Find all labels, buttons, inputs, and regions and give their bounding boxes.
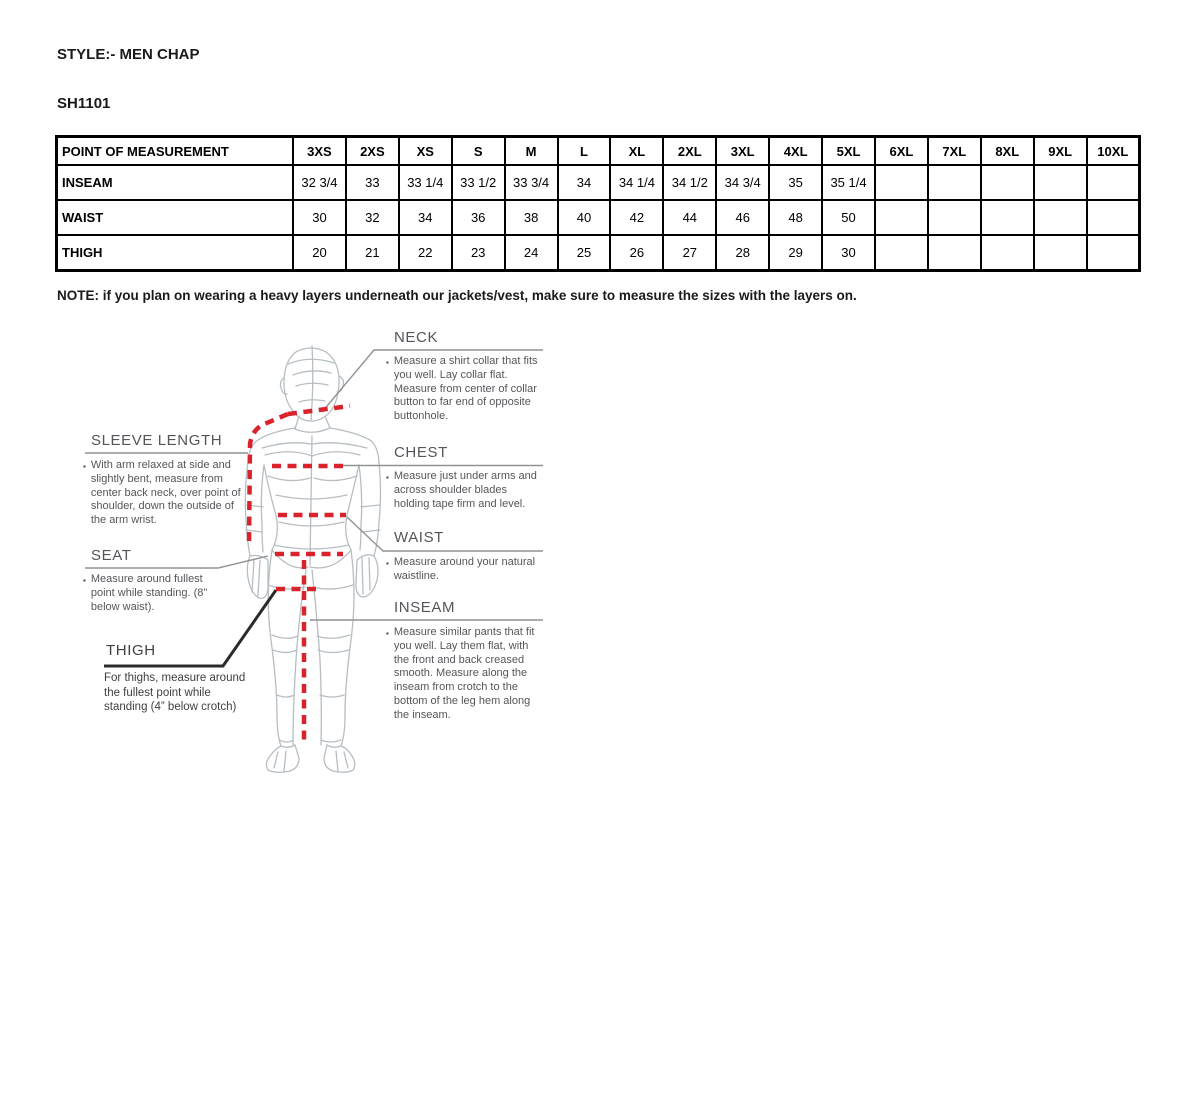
size-column-header: S (452, 137, 505, 166)
size-column-header: 2XS (346, 137, 399, 166)
sleeve-length-instructions: ▪ With arm relaxed at side and slightly bent, measure from center back neck, over point of shoulder, down the outside of the arm wrist. (83, 459, 241, 527)
size-value-cell: 34 3/4 (716, 165, 769, 200)
size-value-cell: 26 (610, 235, 663, 271)
size-value-cell: 46 (716, 200, 769, 235)
measurement-row-label: THIGH (57, 235, 294, 271)
bullet-icon: ▪ (386, 473, 389, 482)
chest-instructions: ▪ Measure just under arms and across shoulder blades holding tape firm and level. (386, 470, 537, 510)
bullet-icon: ▪ (386, 358, 389, 367)
size-value-cell: 35 1/4 (822, 165, 875, 200)
neck-measure-line (288, 406, 350, 414)
measure-lines (249, 406, 350, 744)
size-column-header: 3XS (293, 137, 346, 166)
size-value-cell: 21 (346, 235, 399, 271)
neck-heading: NECK (394, 329, 439, 346)
size-value-cell: 25 (558, 235, 611, 271)
size-value-cell: 44 (663, 200, 716, 235)
inseam-heading: INSEAM (394, 599, 456, 616)
layers-note: NOTE: if you plan on wearing a heavy layers underneath our jackets/vest, make sure to measure the sizes with the layers on. (57, 288, 857, 303)
bullet-icon: ▪ (83, 576, 86, 585)
size-value-cell: 35 (769, 165, 822, 200)
size-value-cell: 27 (663, 235, 716, 271)
style-code: SH1101 (57, 95, 111, 112)
size-column-header: 10XL (1087, 137, 1140, 166)
size-value-cell: 32 (346, 200, 399, 235)
size-value-cell: 50 (822, 200, 875, 235)
size-value-cell: 40 (558, 200, 611, 235)
waist-heading: WAIST (394, 529, 444, 546)
size-value-cell: 28 (716, 235, 769, 271)
size-value-cell: 33 1/2 (452, 165, 505, 200)
size-value-cell: 33 1/4 (399, 165, 452, 200)
waist-instructions: ▪ Measure around your natural waistline. (386, 556, 536, 582)
size-column-header: 7XL (928, 137, 981, 166)
bullet-icon: ▪ (386, 559, 389, 568)
size-value-cell: 34 (399, 200, 452, 235)
size-value-cell: 22 (399, 235, 452, 271)
seat-instructions: ▪ Measure around fullest point while standing. (8" below waist). (83, 573, 208, 613)
size-value-cell: 36 (452, 200, 505, 235)
size-value-cell: 23 (452, 235, 505, 271)
size-value-cell: 24 (505, 235, 558, 271)
mannequin-figure (245, 346, 380, 772)
size-value-cell: 30 (293, 200, 346, 235)
size-value-cell: 48 (769, 200, 822, 235)
size-column-header: XS (399, 137, 452, 166)
measurement-row-label: WAIST (57, 200, 294, 235)
size-value-cell: 34 1/4 (610, 165, 663, 200)
sleeve-length-heading: SLEEVE LENGTH (91, 432, 223, 449)
thigh-instructions: For thighs, measure around the fullest point while standing (4” below crotch) (104, 672, 246, 713)
size-column-header: L (558, 137, 611, 166)
measurement-row-label: INSEAM (57, 165, 294, 200)
size-value-cell: 34 1/2 (663, 165, 716, 200)
size-value-cell: 34 (558, 165, 611, 200)
size-value-cell: 20 (293, 235, 346, 271)
seat-heading: SEAT (91, 547, 132, 564)
size-column-header: XL (610, 137, 663, 166)
neck-instructions: ▪ Measure a shirt collar that fits you well. Lay collar flat. Measure from center of collar button to far end of opposite buttonhole. (386, 355, 538, 423)
bullet-icon: ▪ (83, 462, 86, 471)
size-value-cell: 33 (346, 165, 399, 200)
bullet-icon: ▪ (386, 629, 389, 638)
measurement-column-header: POINT OF MEASUREMENT (57, 137, 294, 166)
size-column-header: 5XL (822, 137, 875, 166)
size-column-header: 4XL (769, 137, 822, 166)
size-value-cell: 30 (822, 235, 875, 271)
style-title: STYLE:- MEN CHAP (57, 46, 200, 63)
size-value-cell: 38 (505, 200, 558, 235)
thigh-heading: THIGH (106, 642, 156, 659)
size-column-header: M (505, 137, 558, 166)
size-column-header: 2XL (663, 137, 716, 166)
size-value-cell: 32 3/4 (293, 165, 346, 200)
size-column-header: 8XL (981, 137, 1034, 166)
size-column-header: 3XL (716, 137, 769, 166)
chest-heading: CHEST (394, 444, 448, 461)
size-column-header: 6XL (875, 137, 928, 166)
size-column-header: 9XL (1034, 137, 1087, 166)
size-value-cell: 42 (610, 200, 663, 235)
inseam-instructions: ▪ Measure similar pants that fit you well. Lay them flat, with the front and back creased smooth. Measure along the inseam from crotch to the bottom of the leg hem along the inseam. (386, 626, 535, 721)
size-value-cell: 29 (769, 235, 822, 271)
size-value-cell: 33 3/4 (505, 165, 558, 200)
